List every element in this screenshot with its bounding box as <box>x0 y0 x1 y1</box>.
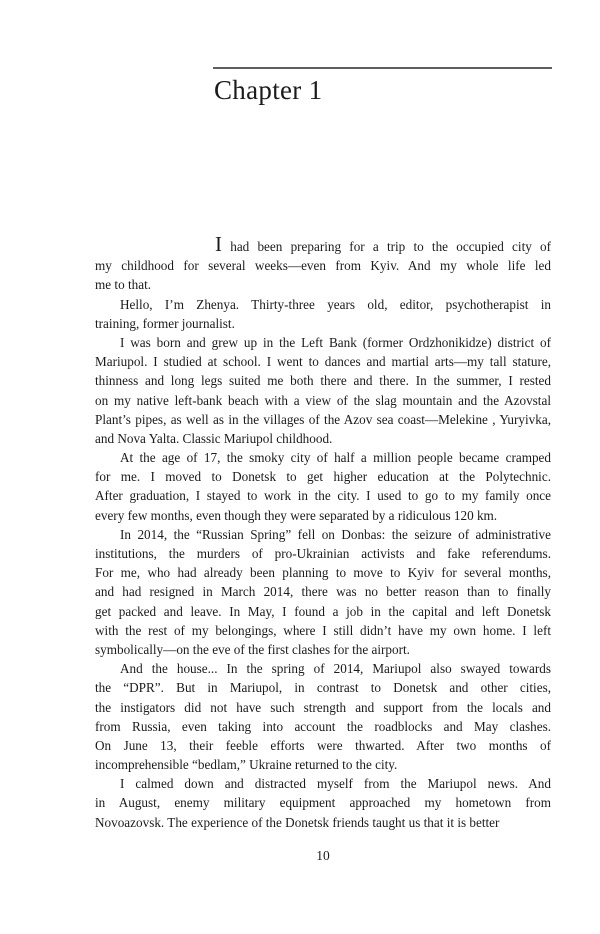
text-line: institutions, the murders of pro-Ukrainian activists and fake referendums. <box>95 546 551 561</box>
text-line: incomprehensible “bedlam,” Ukraine returned to the city. <box>95 757 398 773</box>
text-line: And the house... In the spring of 2014, Mariupol also swayed towards <box>120 661 551 677</box>
text-line: me to that. <box>95 277 152 293</box>
text-line: At the age of 17, the smoky city of half a million people became cramped <box>120 450 551 466</box>
text-line: Mariupol. I studied at school. I went to dances and martial arts—my tall stature, <box>95 354 551 370</box>
text-line: symbolically—on the eve of the first clashes for the airport. <box>95 641 410 657</box>
text-line: on my native left-bank beach with a view of the slag mountain and the Azovstal <box>95 392 551 408</box>
text-line: Plant’s pipes, as well as in the villages of the Azov sea coast—Melekine , Yuryivka, <box>95 411 551 427</box>
text-line: every few months, even though they were separated by a ridiculous 120 km. <box>95 507 498 523</box>
text-line: from Russia, even taking into account the roadblocks and May clashes. <box>95 718 551 734</box>
chapter-divider-rule <box>213 67 552 69</box>
text-line: Novoazovsk. The experience of the Donetsk friends taught us that it is better <box>95 814 500 830</box>
page-number: 10 <box>316 848 330 863</box>
text-line: For me, who had already been planning to move to Kyiv for several months, <box>95 565 551 581</box>
text-line: the instigators did not have such strength and support from the locals and <box>95 699 551 715</box>
text-line: I had been preparing for a trip to the occupied city of <box>215 232 552 256</box>
body-text <box>95 232 552 832</box>
text-line: In 2014, the “Russian Spring” fell on Donbas: the seizure of administrative <box>120 526 551 542</box>
text-line: and Nova Yalta. Classic Mariupol childhood. <box>95 430 333 446</box>
text-line: in August, enemy military equipment approached my hometown from <box>95 795 551 811</box>
drop-cap-initial: I <box>215 232 222 256</box>
text-line: Hello, I’m Zhenya. Thirty-three years old, editor, psychotherapist in <box>120 296 551 312</box>
text-line: I calmed down and distracted myself from the Mariupol news. And <box>120 776 551 792</box>
text-line: training, former journalist. <box>95 315 235 331</box>
text-line: for me. I moved to Donetsk to get higher education at the Polytechnic. <box>95 469 551 485</box>
text-line: get packed and leave. In May, I found a job in the capital and left Donetsk <box>95 603 551 619</box>
text-line: I was born and grew up in the Left Bank (former Ordzhonikidze) district of <box>120 334 551 350</box>
text-line: On June 13, their feeble efforts were thwarted. After two months of <box>95 737 551 753</box>
text-line: thinness and long legs suited me both there and there. In the summer, I rested <box>95 373 551 389</box>
text-line: my childhood for several weeks—even from Kyiv. And my whole life led <box>95 258 551 274</box>
text-line: and had resigned in March 2014, there was no better reason than to finally <box>95 584 551 600</box>
text-line: After graduation, I stayed to work in the city. I used to go to my family once <box>95 488 551 504</box>
chapter-title: Chapter 1 <box>214 75 323 105</box>
text-line: the “DPR”. But in Mariupol, in contrast to Donetsk and other cities, <box>95 680 551 696</box>
text-line: with the rest of my belongings, where I still didn’t have my own home. I left <box>95 622 551 638</box>
